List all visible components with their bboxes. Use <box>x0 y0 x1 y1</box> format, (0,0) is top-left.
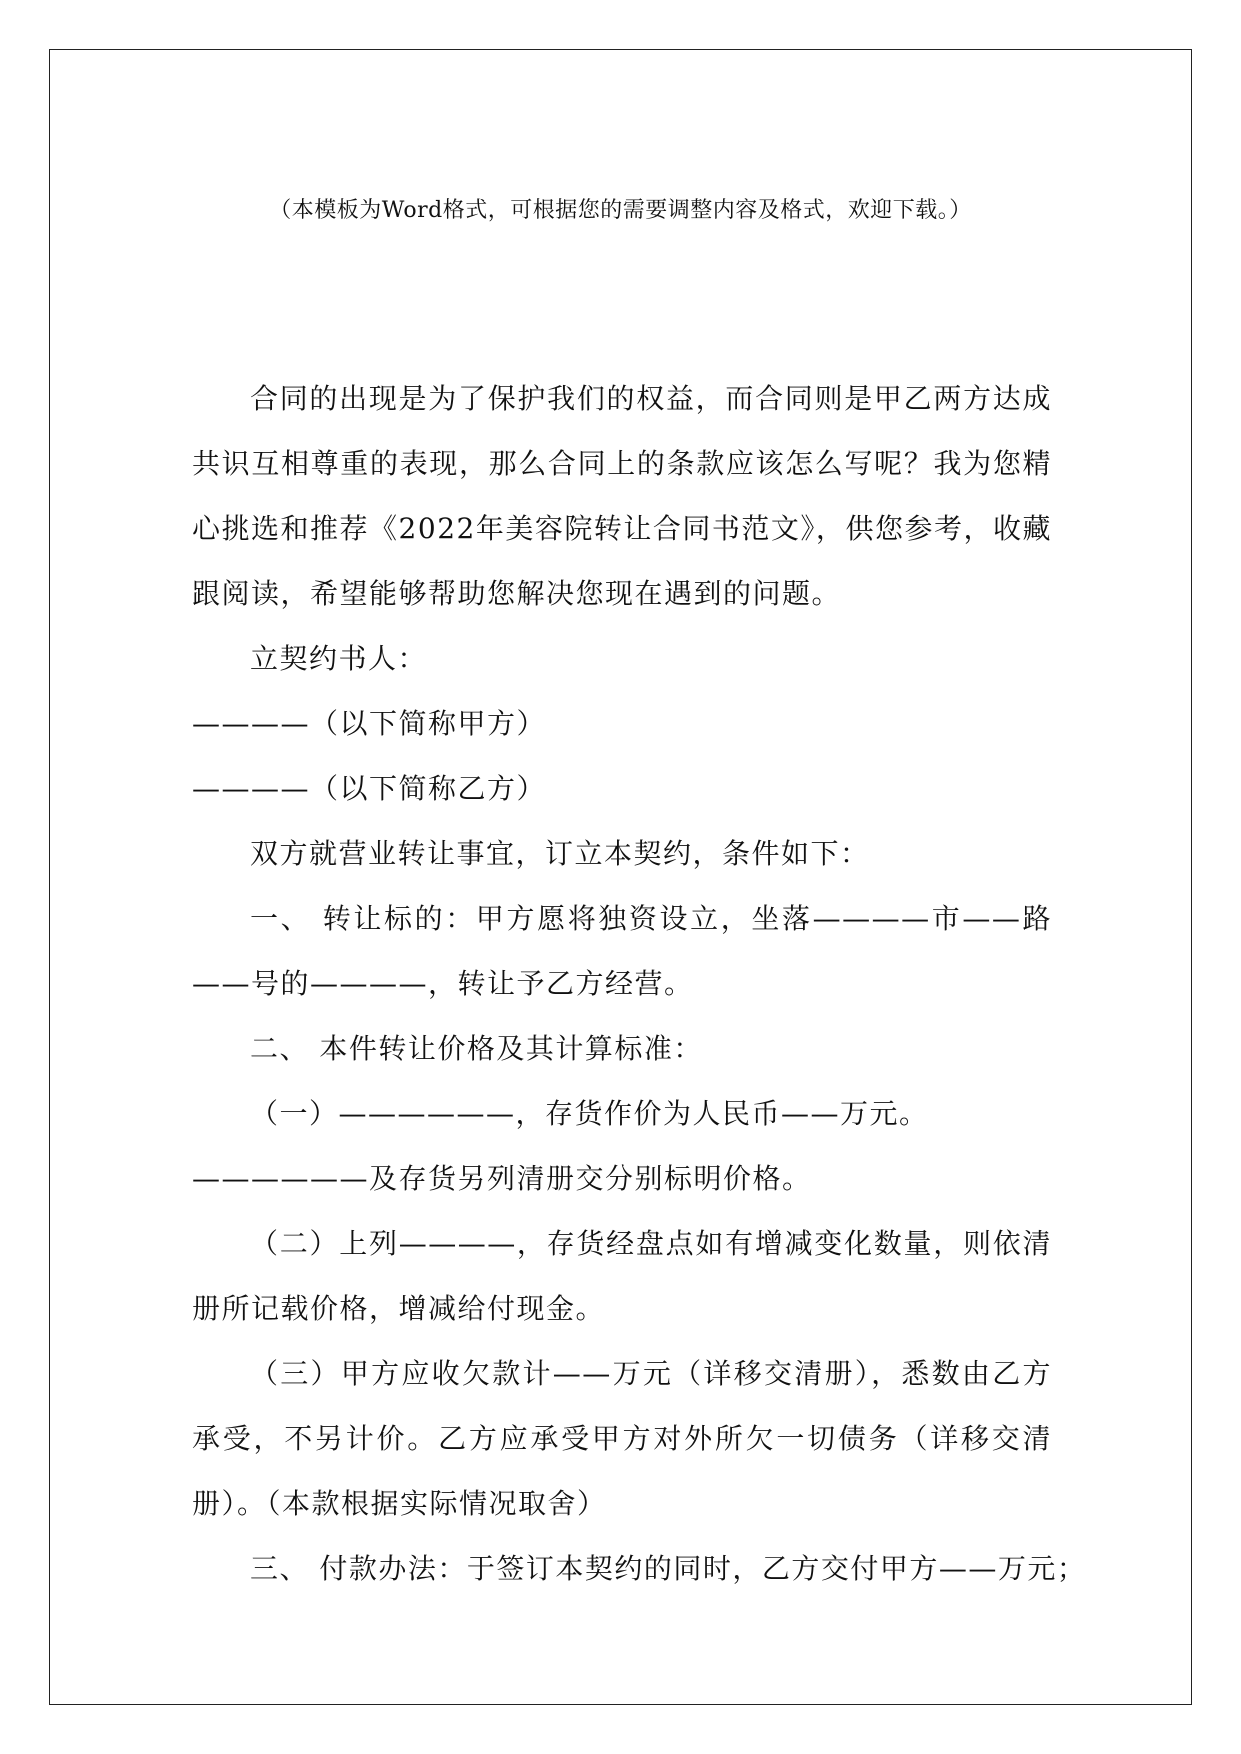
clause-2-price: 二、 本件转让价格及其计算标准： <box>250 1032 703 1065</box>
agreement-intro: 双方就营业转让事宜，订立本契约，条件如下： <box>250 837 870 870</box>
party-b-line: ————（以下简称乙方） <box>192 772 547 805</box>
contract-body <box>192 366 1087 1601</box>
template-note: （本模板为Word格式，可根据您的需要调整内容及格式，欢迎下载。） <box>269 198 972 223</box>
clause-1-subject: 一、 转让标的：甲方愿将独资设立，坐落————市——路——号的————，转让予乙方经营。 <box>192 902 1052 1000</box>
clause-3-payment: 三、 付款办法：于签订本契约的同时，乙方交付甲方——万元； <box>250 1552 1087 1585</box>
clause-2-item-1-continued: ——————及存货另列清册交分别标明价格。 <box>192 1162 812 1195</box>
intro-paragraph: 合同的出现是为了保护我们的权益，而合同则是甲乙两方达成共识互相尊重的表现，那么合同上的条款应该怎么写呢？我为您精心挑选和推荐《2022年美容院转让合同书范文》，供您参考，收藏跟阅读，希望能够帮助您解决您现在遇到的问题。 <box>192 382 1052 610</box>
clause-2-item-3: （三）甲方应收欠款计——万元（详移交清册），悉数由乙方承受，不另计价。乙方应承受甲方对外所欠一切债务（详移交清册）。（本款根据实际情况取舍） <box>192 1357 1052 1520</box>
signatories-heading: 立契约书人： <box>250 642 428 675</box>
party-a-line: ————（以下简称甲方） <box>192 707 547 740</box>
clause-2-item-1: （一）——————，存货作价为人民币——万元。 <box>250 1097 929 1130</box>
clause-2-item-2: （二）上列————，存货经盘点如有增减变化数量，则依清册所记载价格，增减给付现金。 <box>192 1227 1052 1325</box>
